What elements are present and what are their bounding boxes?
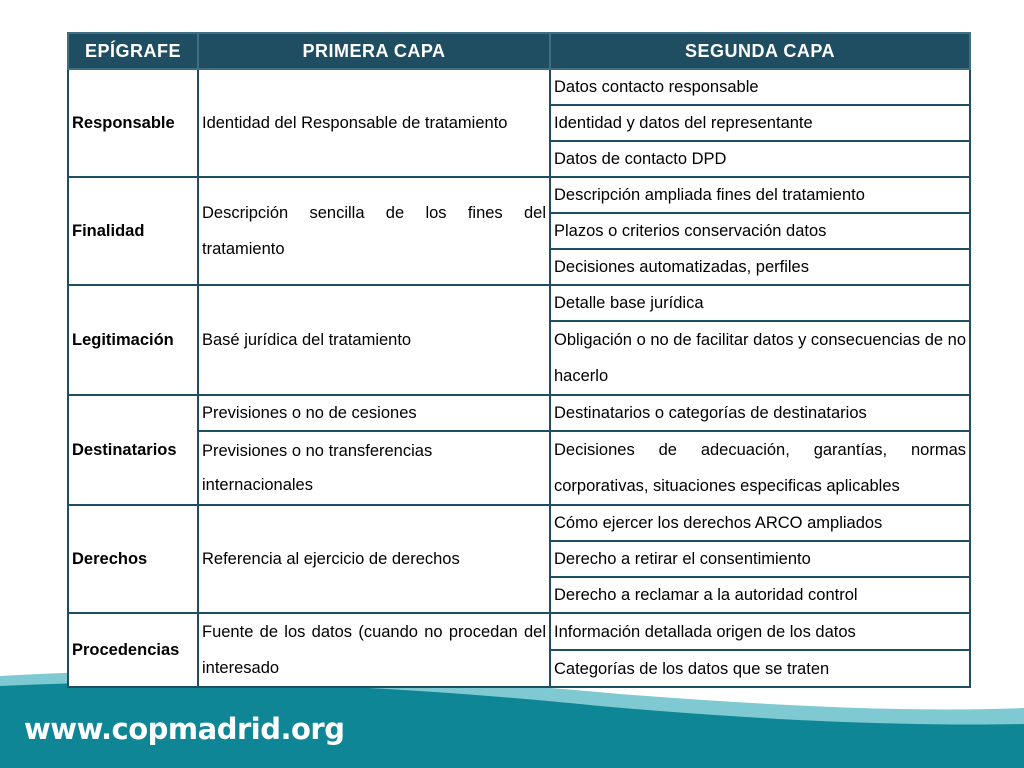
segunda-capa-cell: Información detallada origen de los datos <box>550 613 970 650</box>
header-primera-capa: PRIMERA CAPA <box>198 33 550 69</box>
table-row <box>68 285 970 321</box>
epigrafe-derechos: Derechos <box>68 505 198 613</box>
table-row <box>68 177 970 213</box>
segunda-capa-cell: Detalle base jurídica <box>550 285 970 321</box>
epigrafe-legitimacion: Legitimación <box>68 285 198 395</box>
table-row <box>68 505 970 541</box>
segunda-capa-cell: Identidad y datos del representante <box>550 105 970 141</box>
table-row <box>68 431 970 505</box>
segunda-capa-cell: Categorías de los datos que se traten <box>550 650 970 687</box>
primera-capa-cell: Descripción sencilla de los fines del tratamiento <box>198 177 550 285</box>
segunda-capa-cell: Derecho a reclamar a la autoridad control <box>550 577 970 613</box>
segunda-capa-cell: Obligación o no de facilitar datos y consecuencias de no hacerlo <box>550 321 970 395</box>
segunda-capa-cell: Cómo ejercer los derechos ARCO ampliados <box>550 505 970 541</box>
segunda-capa-cell: Datos contacto responsable <box>550 69 970 105</box>
epigrafe-finalidad: Finalidad <box>68 177 198 285</box>
table-header-row <box>68 33 970 69</box>
header-segunda-capa: SEGUNDA CAPA <box>550 33 970 69</box>
primera-capa-cell: Fuente de los datos (cuando no procedan del interesado <box>198 613 550 687</box>
information-layers-table <box>67 32 971 688</box>
primera-capa-cell: Identidad del Responsable de tratamiento <box>198 69 550 177</box>
segunda-capa-cell: Decisiones de adecuación, garantías, normas corporativas, situaciones especificas aplicables <box>550 431 970 505</box>
segunda-capa-cell: Derecho a retirar el consentimiento <box>550 541 970 577</box>
header-epigrafe: EPÍGRAFE <box>68 33 198 69</box>
segunda-capa-cell: Plazos o criterios conservación datos <box>550 213 970 249</box>
epigrafe-procedencias: Procedencias <box>68 613 198 687</box>
segunda-capa-cell: Destinatarios o categorías de destinatarios <box>550 395 970 431</box>
segunda-capa-cell: Decisiones automatizadas, perfiles <box>550 249 970 285</box>
primera-capa-cell: Referencia al ejercicio de derechos <box>198 505 550 613</box>
primera-capa-cell: Basé jurídica del tratamiento <box>198 285 550 395</box>
table-row <box>68 395 970 431</box>
table-row <box>68 69 970 105</box>
primera-capa-cell: Previsiones o no transferencias internacionales <box>198 431 550 505</box>
footer-website-url: www.copmadrid.org <box>24 712 345 746</box>
epigrafe-destinatarios: Destinatarios <box>68 395 198 505</box>
segunda-capa-cell: Datos de contacto DPD <box>550 141 970 177</box>
table-row <box>68 613 970 650</box>
primera-capa-cell: Previsiones o no de cesiones <box>198 395 550 431</box>
segunda-capa-cell: Descripción ampliada fines del tratamiento <box>550 177 970 213</box>
epigrafe-responsable: Responsable <box>68 69 198 177</box>
